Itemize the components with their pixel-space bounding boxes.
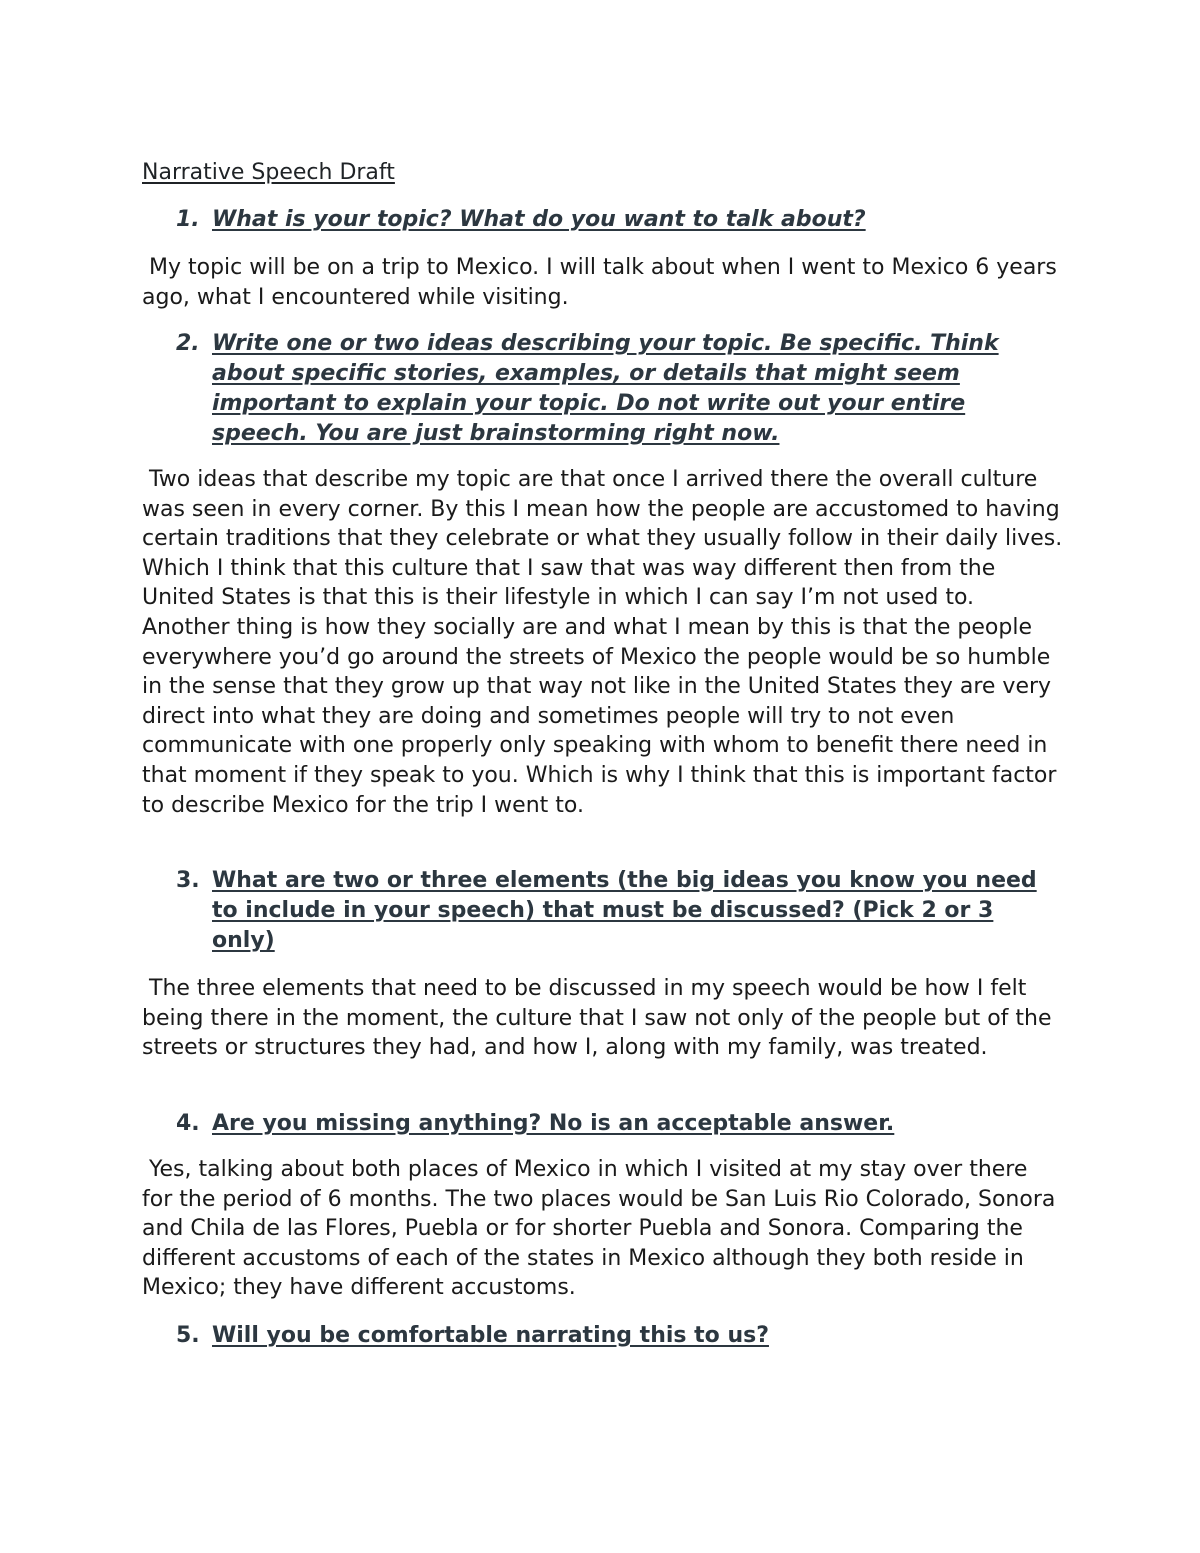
- question-text: Will you be comfortable narrating this to us?: [212, 1323, 769, 1348]
- question-number: 2.: [176, 331, 200, 356]
- question-number: 5.: [176, 1323, 200, 1348]
- answer-3: The three elements that need to be discussed in my speech would be how I felt being there in the moment, the culture that I saw not only of the people but of the streets or structures they had, and how I, along with my family, was treated.: [142, 976, 1059, 1061]
- question-number: 1.: [176, 207, 200, 232]
- question-text: Are you missing anything? No is an acceptable answer.: [212, 1111, 895, 1136]
- page-title: Narrative Speech Draft: [142, 160, 395, 185]
- question-5: [176, 1321, 1076, 1351]
- question-text: What are two or three elements (the big ideas you know you need to include in your speech) that must be discussed? (Pick 2 or 3 only): [212, 868, 1037, 953]
- answer-1: My topic will be on a trip to Mexico. I will talk about when I went to Mexico 6 years ago, what I encountered while visiting.: [142, 255, 1064, 310]
- question-text: What is your topic? What do you want to talk about?: [212, 207, 866, 232]
- question-1: [176, 205, 1076, 235]
- question-4: [176, 1109, 1076, 1139]
- answer-2: Two ideas that describe my topic are that once I arrived there the overall culture was seen in every corner. By this I mean how the people are accustomed to having certain traditions that they celebrate or what they usually follow in their daily lives. Which I think that this culture that I saw that was way different then from the United States is that this is their lifestyle in which I can say I’m not used to. Another thing is how they socially are and what I mean by this is that the people everywhere you’d go around the streets of Mexico the people would be so humble in the sense that they grow up that way not like in the United States they are very direct into what they are doing and sometimes people will try to not even communicate with one properly only speaking with whom to benefit there need in that moment if they speak to you. Which is why I think that this is important factor to describe Mexico for the trip I went to.: [142, 467, 1070, 818]
- question-number: 4.: [176, 1111, 200, 1136]
- question-text: Write one or two ideas describing your topic. Be specific. Think about specific stories, examples, or details that might seem important to explain your topic. Do not write out your entire speech. You are just brainstorming right now.: [212, 331, 999, 446]
- question-3: [176, 866, 1056, 956]
- question-2: [176, 329, 1056, 449]
- question-number: 3.: [176, 868, 200, 893]
- answer-4: Yes, talking about both places of Mexico in which I visited at my stay over there for the period of 6 months. The two places would be San Luis Rio Colorado, Sonora and Chila de las Flores, Puebla or for shorter Puebla and Sonora. Comparing the different accustoms of each of the states in Mexico although they both reside in Mexico; they have different accustoms.: [142, 1157, 1063, 1301]
